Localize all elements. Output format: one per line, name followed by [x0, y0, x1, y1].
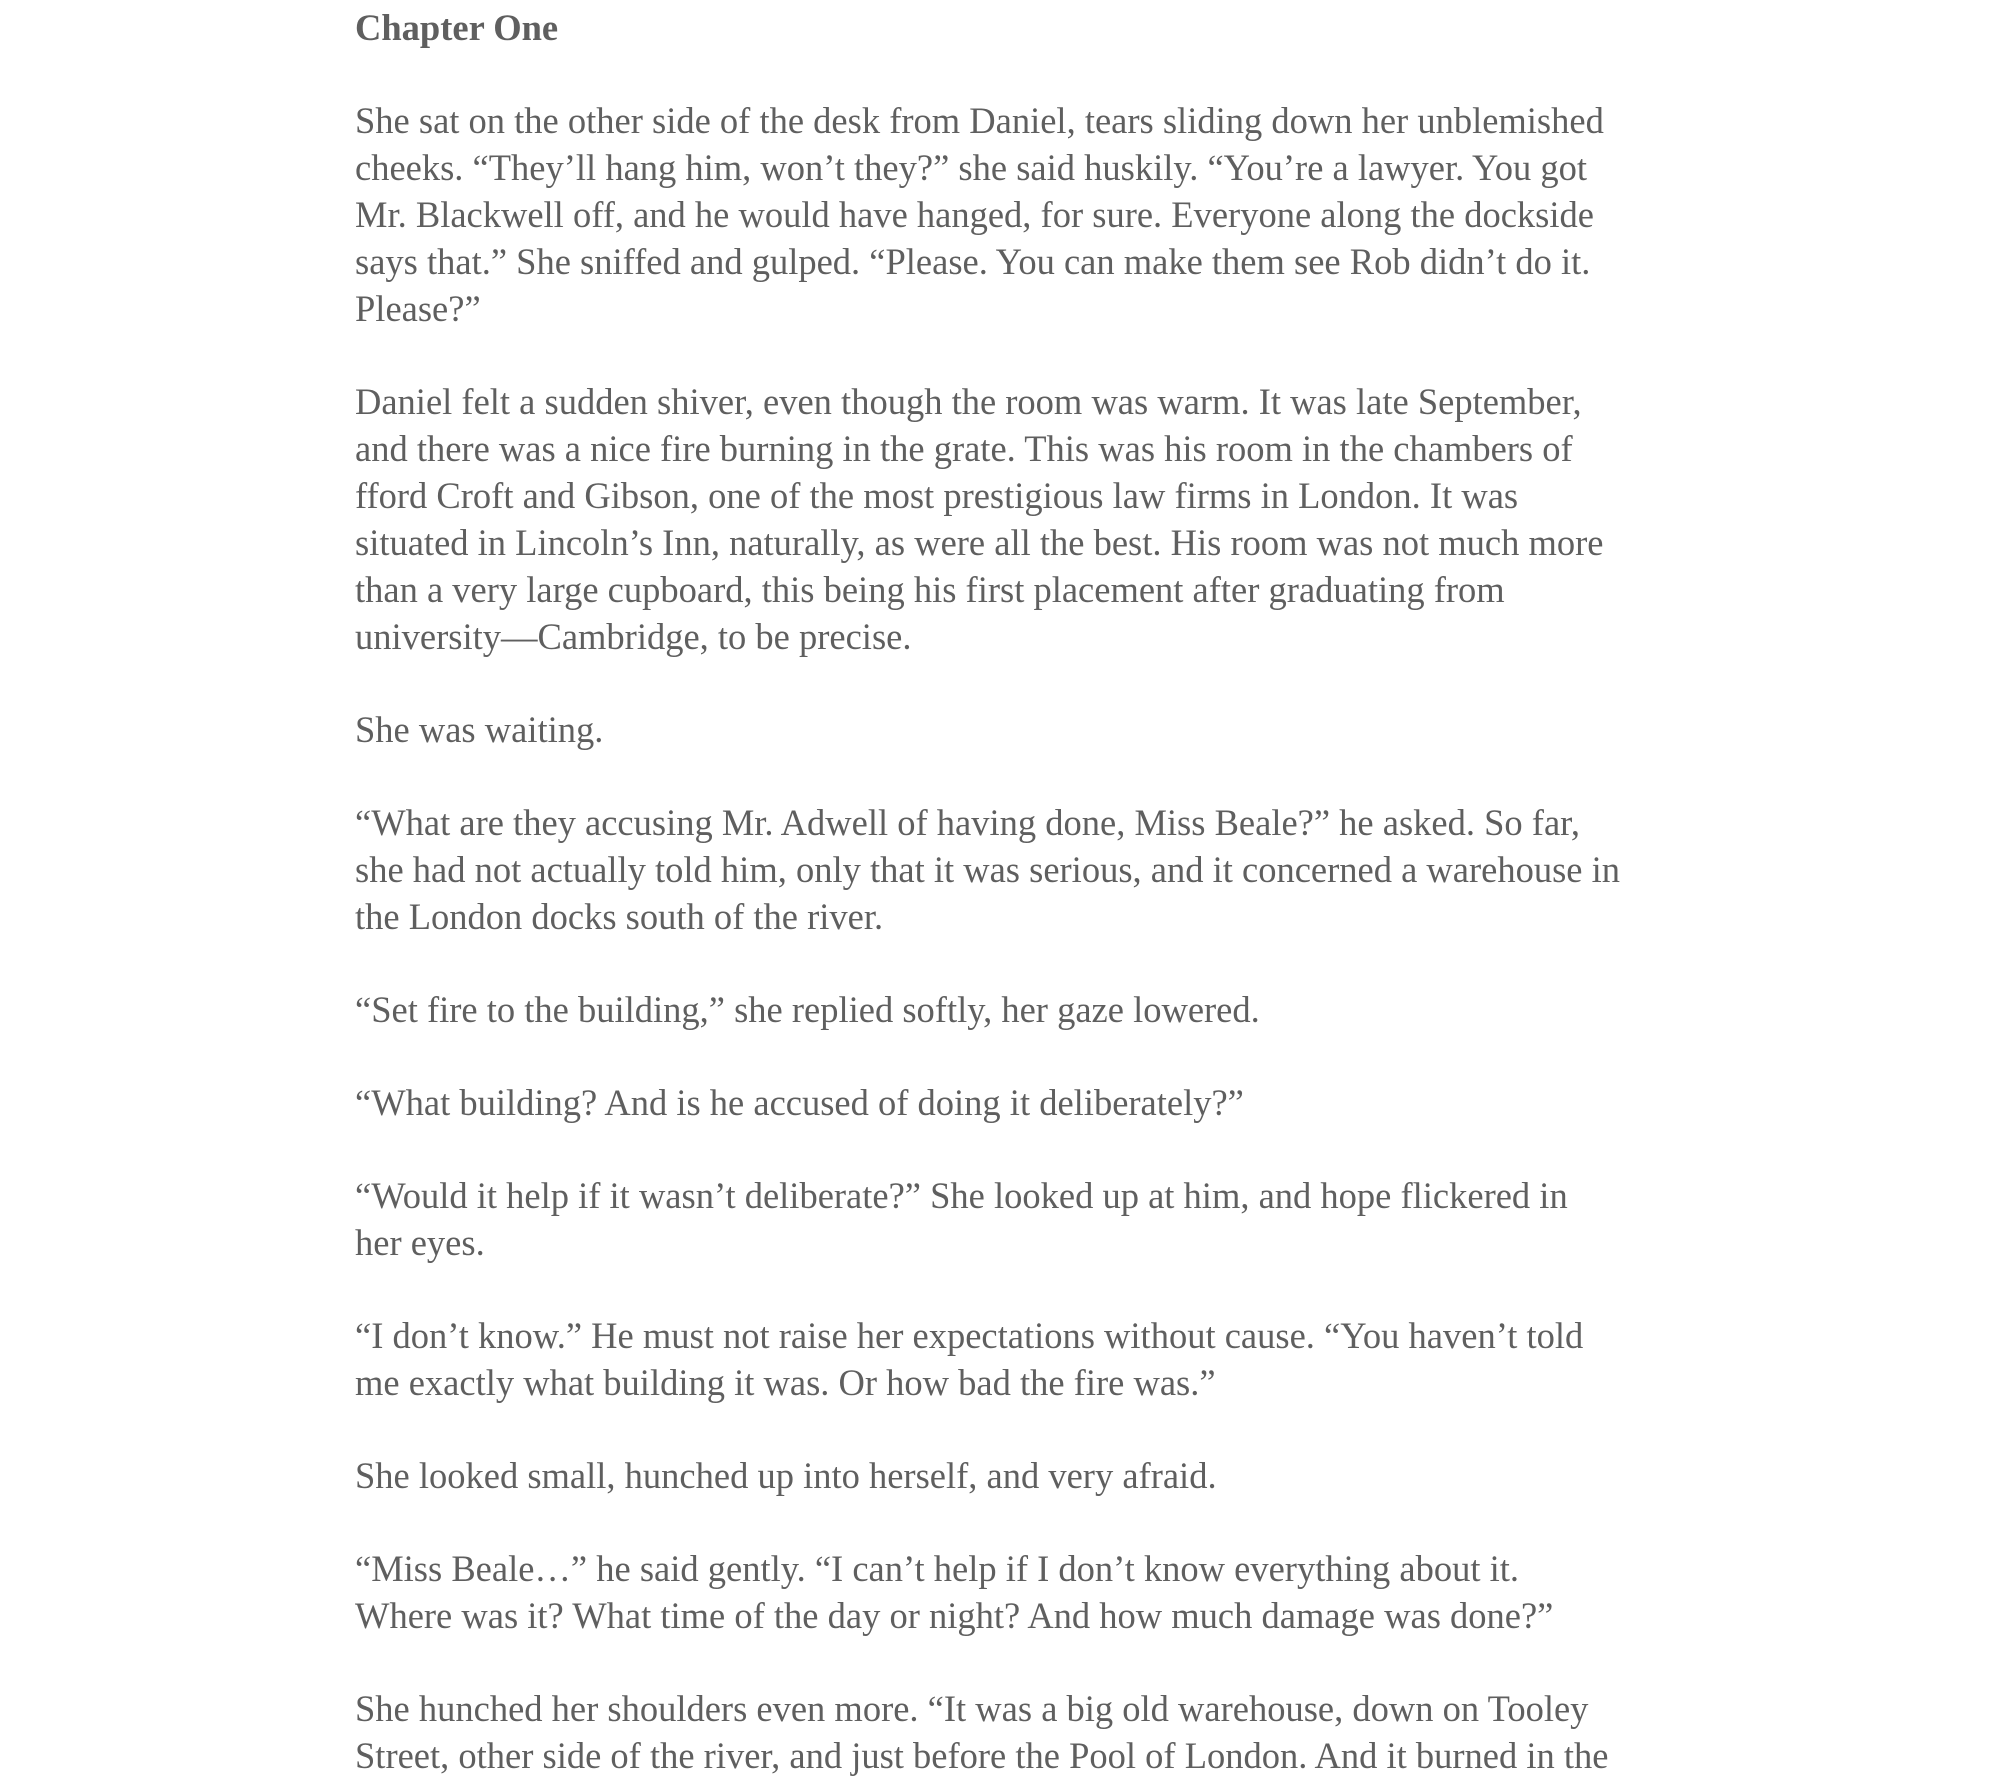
paragraph: She hunched her shoulders even more. “It was a big old warehouse, down on Tooley Street, other side of the river, and just before the Pool of London. And it burned in the	[355, 1688, 1609, 1776]
paragraph: “Miss Beale…” he said gently. “I can’t help if I don’t know everything about it. Where was it? What time of the day or night? And how much damage was done?”	[355, 1548, 1554, 1636]
paragraph: Daniel felt a sudden shiver, even though the room was warm. It was late September, and there was a nice fire burning in the grate. This was his room in the chambers of fford Croft and Gibson, one of the most prestigious law firms in London. It was situated in Lincoln’s Inn, naturally, as were all the best. His room was not much more than a very large cupboard, this being his first placement after graduating from university—Cambridge, to be precise.	[355, 381, 1604, 657]
paragraph: “What are they accusing Mr. Adwell of having done, Miss Beale?” he asked. So far, she had not actually told him, only that it was serious, and it concerned a warehouse in the London docks south of the river.	[355, 802, 1621, 937]
paragraph: “What building? And is he accused of doing it deliberately?”	[355, 1082, 1244, 1123]
document-page	[355, 0, 1675, 1778]
paragraph: “Set fire to the building,” she replied softly, her gaze lowered.	[355, 989, 1260, 1030]
paragraph: She sat on the other side of the desk from Daniel, tears sliding down her unblemished cheeks. “They’ll hang him, won’t they?” she said huskily. “You’re a lawyer. You got Mr. Blackwell off, and he would have hanged, for sure. Everyone along the dockside says that.” She sniffed and gulped. “Please. You can make them see Rob didn’t do it. Please?”	[355, 100, 1604, 329]
paragraph: She was waiting.	[355, 709, 604, 750]
paragraph: She looked small, hunched up into herself, and very afraid.	[355, 1455, 1217, 1496]
paragraph: “Would it help if it wasn’t deliberate?” She looked up at him, and hope flickered in her eyes.	[355, 1175, 1568, 1263]
paragraph: “I don’t know.” He must not raise her expectations without cause. “You haven’t told me exactly what building it was. Or how bad the fire was.”	[355, 1315, 1584, 1403]
chapter-title: Chapter One	[355, 7, 559, 48]
